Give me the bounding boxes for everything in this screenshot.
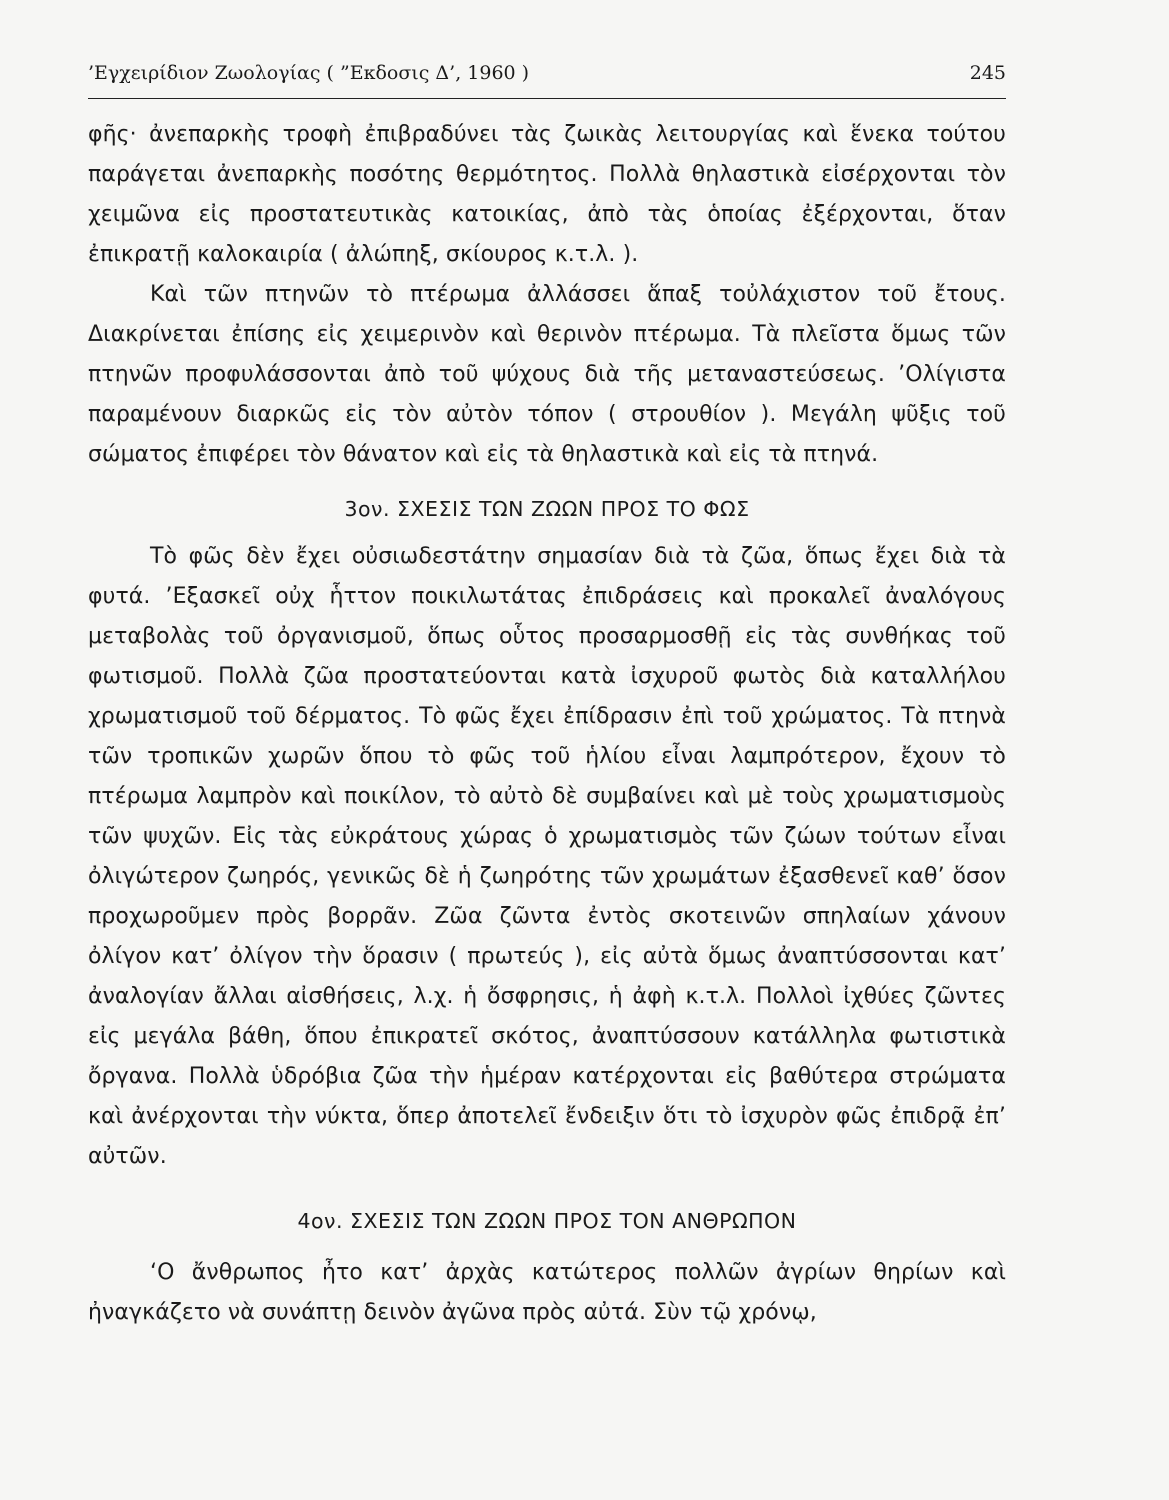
running-title: ’Εγχειρίδιον Ζωολογίας ( ”Εκδοσις Δ’, 1960 ) (88, 62, 530, 84)
running-header (88, 62, 1006, 99)
paragraph-continued: φῆς· ἀνεπαρκὴς τροφὴ ἐπιβραδύνει τὰς ζωικὰς λειτουργίας καὶ ἕνεκα τούτου παράγεται ἀνεπαρκὴς ποσότης θερμότητος. Πολλὰ θηλαστικὰ εἰσέρχονται τὸν χειμῶνα εἰς προστατευτικὰς κατοικίας, ἀπὸ τὰς ὁποίας ἐξέρχονται, ὅταν ἐπικρατῇ καλοκαιρία ( ἀλώπηξ, σκίουρος κ.τ.λ. ). (88, 122, 1006, 267)
section-heading-human: 4ον. ΣΧΕΣΙΣ ΤΩΝ ΖΩΩΝ ΠΡΟΣ ΤΟΝ ΑΝΘΡΩΠΟΝ (297, 1209, 797, 1233)
paragraph-light: Τὸ φῶς δὲν ἔχει οὐσιωδεστάτην σημασίαν διὰ τὰ ζῶα, ὅπως ἔχει διὰ τὰ φυτά. ’Εξασκεῖ οὐχ ἧττον ποικιλωτάτας ἐπιδράσεις καὶ προκαλεῖ ἀναλόγους μεταβολὰς τοῦ ὀργανισμοῦ, ὅπως οὗτος προσαρμοσθῇ εἰς τὰς συνθήκας τοῦ φωτισμοῦ. Πολλὰ ζῶα προστατεύονται κατὰ ἰσχυροῦ φωτὸς διὰ καταλλήλου χρωματισμοῦ τοῦ δέρματος. Τὸ φῶς ἔχει ἐπίδρασιν ἐπὶ τοῦ χρώματος. Τὰ πτηνὰ τῶν τροπικῶν χωρῶν ὅπου τὸ φῶς τοῦ ἡλίου εἶναι λαμπρότερον, ἔχουν τὸ πτέρωμα λαμπρὸν καὶ ποικίλον, τὸ αὐτὸ δὲ συμβαίνει καὶ μὲ τοὺς χρωματισμοὺς τῶν ψυχῶν. Εἰς τὰς εὐκράτους χώρας ὁ χρωματισμὸς τῶν ζώων τούτων εἶναι ὀλιγώτερον ζωηρός, γενικῶς δὲ ἡ ζωηρότης τῶν χρωμάτων ἐξασθενεῖ καθ’ ὅσον προχωροῦμεν πρὸς βορρᾶν. Ζῶα ζῶντα ἐντὸς σκοτεινῶν σπηλαίων χάνουν ὀλίγον κατ’ ὀλίγον τὴν ὅρασιν ( πρωτεύς ), εἰς αὐτὰ ὅμως ἀναπτύσσονται κατ’ ἀναλογίαν ἄλλαι αἰσθήσεις, λ.χ. ἡ ὄσφρησις, ἡ ἀφὴ κ.τ.λ. Πολλοὶ ἰχθύες ζῶντες εἰς μεγάλα βάθη, ὅπου ἐπικρατεῖ σκότος, ἀναπτύσσουν κατάλληλα φωτιστικὰ ὄργανα. Πολλὰ ὑδρόβια ζῶα τὴν ἡμέραν κατέρχονται εἰς βαθύτερα στρώματα καὶ ἀνέρχονται τὴν νύκτα, ὅπερ ἀποτελεῖ ἔνδειξιν ὅτι τὸ ἰσχυρὸν φῶς ἐπιδρᾷ ἐπ’ αὐτῶν. (88, 544, 1006, 1169)
section-heading-light: 3ον. ΣΧΕΣΙΣ ΤΩΝ ΖΩΩΝ ΠΡΟΣ ΤΟ ΦΩΣ (344, 497, 750, 521)
paragraph-human: ‘Ο ἄνθρωπος ἦτο κατ’ ἀρχὰς κατώτερος πολλῶν ἀγρίων θηρίων καὶ ἠναγκάζετο νὰ συνάπτῃ δεινὸν ἀγῶνα πρὸς αὐτά. Σὺν τῷ χρόνῳ, (88, 1260, 1006, 1325)
book-page (88, 62, 1006, 1333)
paragraph-bird-plumage: Καὶ τῶν πτηνῶν τὸ πτέρωμα ἀλλάσσει ἅπαξ τοὐλάχιστον τοῦ ἔτους. Διακρίνεται ἐπίσης εἰς χειμερινὸν καὶ θερινὸν πτέρωμα. Τὰ πλεῖστα ὅμως τῶν πτηνῶν προφυλάσσονται ἀπὸ τοῦ ψύχους διὰ τῆς μεταναστεύσεως. ’Ολίγιστα παραμένουν διαρκῶς εἰς τὸν αὐτὸν τόπον ( στρουθίον ). Μεγάλη ψῦξις τοῦ σώματος ἐπιφέρει τὸν θάνατον καὶ εἰς τὰ θηλαστικὰ καὶ εἰς τὰ πτηνά. (88, 282, 1006, 467)
page-body (88, 115, 1006, 1333)
page-number: 245 (969, 62, 1006, 84)
